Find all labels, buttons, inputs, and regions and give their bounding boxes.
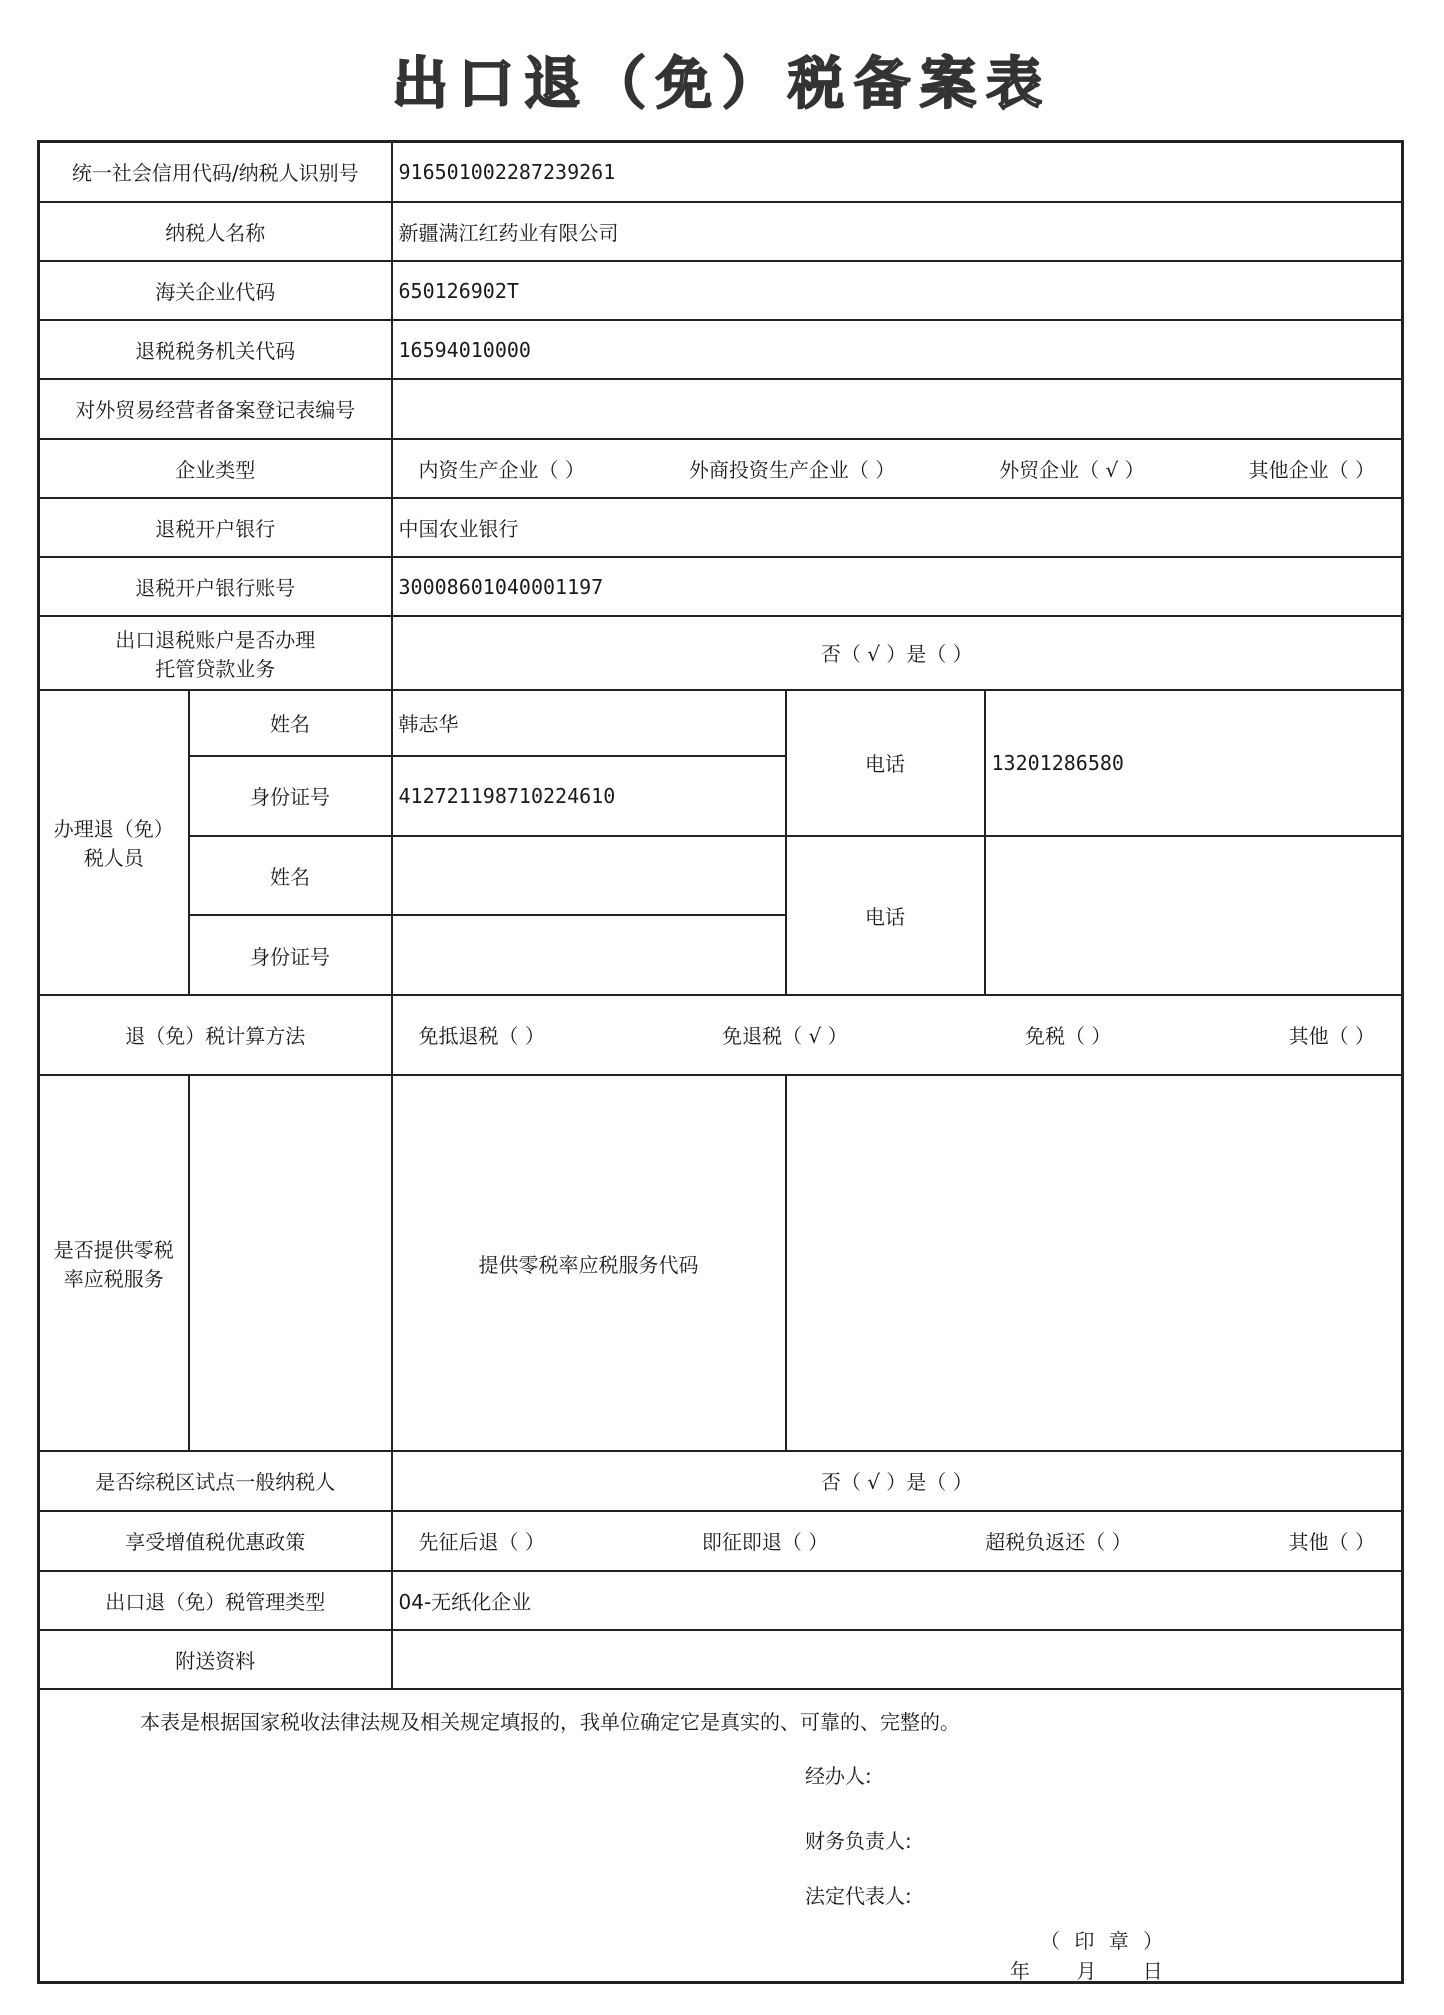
row-enterprise-type bbox=[39, 439, 1403, 498]
option-exempt-credit-refund[interactable]: 免抵退税（ ） bbox=[418, 1024, 545, 1049]
credit-code-label: 统一社会信用代码/纳税人识别号 bbox=[39, 142, 392, 202]
mgmt-type-label: 出口退（免）税管理类型 bbox=[39, 1571, 392, 1630]
zero-rate-choice[interactable] bbox=[189, 1075, 392, 1451]
attachments-value[interactable] bbox=[392, 1630, 1403, 1689]
enterprise-type-label: 企业类型 bbox=[39, 439, 392, 498]
trade-record-no-label: 对外贸易经营者备案登记表编号 bbox=[39, 379, 392, 438]
staff1-id-label: 身份证号 bbox=[189, 756, 392, 836]
zero-rate-label-line1: 是否提供零税 bbox=[53, 1238, 174, 1263]
zero-rate-label bbox=[39, 1075, 189, 1451]
option-exempt-refund[interactable]: 免退税（ √ ） bbox=[722, 1024, 848, 1049]
staff2-name-value[interactable] bbox=[392, 836, 786, 915]
enterprise-type-options bbox=[392, 439, 1403, 498]
staff2-name-label: 姓名 bbox=[189, 836, 392, 915]
row-taxpayer-name bbox=[39, 202, 1403, 261]
customs-code-value[interactable]: 650126902T bbox=[392, 261, 1403, 320]
zero-rate-code-label: 提供零税率应税服务代码 bbox=[392, 1075, 786, 1451]
row-attachments bbox=[39, 1630, 1403, 1689]
tax-office-code-value[interactable]: 16594010000 bbox=[392, 320, 1403, 379]
loan-label bbox=[39, 616, 392, 689]
zero-rate-code-value[interactable] bbox=[786, 1075, 1403, 1451]
handler-label: 经办人: bbox=[805, 1764, 872, 1788]
calc-method-options bbox=[392, 995, 1403, 1075]
staff1-phone-value[interactable]: 13201286580 bbox=[985, 690, 1403, 837]
zero-rate-label-line2: 率应税服务 bbox=[63, 1267, 164, 1292]
calc-method-label: 退（免）税计算方法 bbox=[39, 995, 392, 1075]
staff1-id-value[interactable]: 412721198710224610 bbox=[392, 756, 786, 836]
trade-record-no-value[interactable] bbox=[392, 379, 1403, 438]
mgmt-type-value[interactable]: 04-无纸化企业 bbox=[392, 1571, 1403, 1630]
bank-label: 退税开户银行 bbox=[39, 498, 392, 557]
option-foreign-trade[interactable]: 外贸企业（ √ ） bbox=[999, 457, 1145, 482]
vat-policy-options bbox=[392, 1511, 1403, 1571]
loan-label-line2: 托管贷款业务 bbox=[155, 656, 276, 681]
row-loan bbox=[39, 616, 1403, 689]
date-placeholder: 年 月 日 bbox=[1010, 1959, 1163, 1983]
option-excess-burden-refund[interactable]: 超税负返还（ ） bbox=[985, 1530, 1132, 1555]
staff1-name-value[interactable]: 韩志华 bbox=[392, 690, 786, 756]
bank-value[interactable]: 中国农业银行 bbox=[392, 498, 1403, 557]
vat-policy-label: 享受增值税优惠政策 bbox=[39, 1511, 392, 1571]
option-other-enterprise[interactable]: 其他企业（ ） bbox=[1248, 457, 1375, 482]
legal-rep-label: 法定代表人: bbox=[805, 1884, 912, 1908]
row-credit-code bbox=[39, 142, 1403, 202]
account-label: 退税开户银行账号 bbox=[39, 557, 392, 616]
row-zero-rate bbox=[39, 1075, 1403, 1451]
row-bank bbox=[39, 498, 1403, 557]
staff2-id-value[interactable] bbox=[392, 915, 786, 994]
loan-label-line1: 出口退税账户是否办理 bbox=[115, 627, 316, 652]
attachments-label: 附送资料 bbox=[39, 1630, 392, 1689]
staff1-phone-label: 电话 bbox=[786, 690, 985, 837]
option-collect-then-refund[interactable]: 先征后退（ ） bbox=[418, 1530, 545, 1555]
staff2-id-label: 身份证号 bbox=[189, 915, 392, 994]
option-exempt[interactable]: 免税（ ） bbox=[1024, 1024, 1112, 1049]
staff-group-label-line2: 税人员 bbox=[83, 846, 144, 871]
row-mgmt-type bbox=[39, 1571, 1403, 1630]
row-calc-method bbox=[39, 995, 1403, 1075]
credit-code-value[interactable]: 916501002287239261 bbox=[392, 142, 1403, 202]
staff-group-label-line1: 办理退（免） bbox=[53, 817, 174, 842]
account-value[interactable]: 30008601040001197 bbox=[392, 557, 1403, 616]
row-vat-policy bbox=[39, 1511, 1403, 1571]
row-staff1-name bbox=[39, 690, 1403, 756]
option-domestic-producer[interactable]: 内资生产企业（ ） bbox=[418, 457, 585, 482]
staff2-phone-label: 电话 bbox=[786, 836, 985, 995]
taxpayer-name-value[interactable]: 新疆满江红药业有限公司 bbox=[392, 202, 1403, 261]
comprehensive-value[interactable]: 否（ √ ）是（ ） bbox=[392, 1451, 1403, 1510]
customs-code-label: 海关企业代码 bbox=[39, 261, 392, 320]
row-staff2-name bbox=[39, 836, 1403, 915]
taxpayer-name-label: 纳税人名称 bbox=[39, 202, 392, 261]
row-trade-record-no bbox=[39, 379, 1403, 438]
row-account bbox=[39, 557, 1403, 616]
staff2-phone-value[interactable] bbox=[985, 836, 1403, 995]
comprehensive-label: 是否综税区试点一般纳税人 bbox=[39, 1451, 392, 1510]
option-foreign-producer[interactable]: 外商投资生产企业（ ） bbox=[688, 457, 896, 482]
document-title: 出口退（免）税备案表 bbox=[392, 51, 1052, 117]
staff-group-label bbox=[39, 690, 189, 995]
row-comprehensive bbox=[39, 1451, 1403, 1510]
staff1-name-label: 姓名 bbox=[189, 690, 392, 756]
option-calc-other[interactable]: 其他（ ） bbox=[1288, 1024, 1375, 1049]
option-immediate-refund[interactable]: 即征即退（ ） bbox=[701, 1530, 829, 1555]
row-customs-code bbox=[39, 261, 1403, 320]
row-tax-office-code bbox=[39, 320, 1403, 379]
option-vat-other[interactable]: 其他（ ） bbox=[1288, 1530, 1375, 1555]
stamp-placeholder: （ 印 章 ） bbox=[1040, 1929, 1168, 1953]
finance-label: 财务负责人: bbox=[805, 1829, 912, 1853]
declaration-text: 本表是根据国家税收法律法规及相关规定填报的，我单位确定它是真实的、可靠的、完整的。 bbox=[140, 1710, 960, 1734]
loan-value[interactable]: 否（ √ ）是（ ） bbox=[392, 616, 1403, 689]
tax-office-code-label: 退税税务机关代码 bbox=[39, 320, 392, 379]
